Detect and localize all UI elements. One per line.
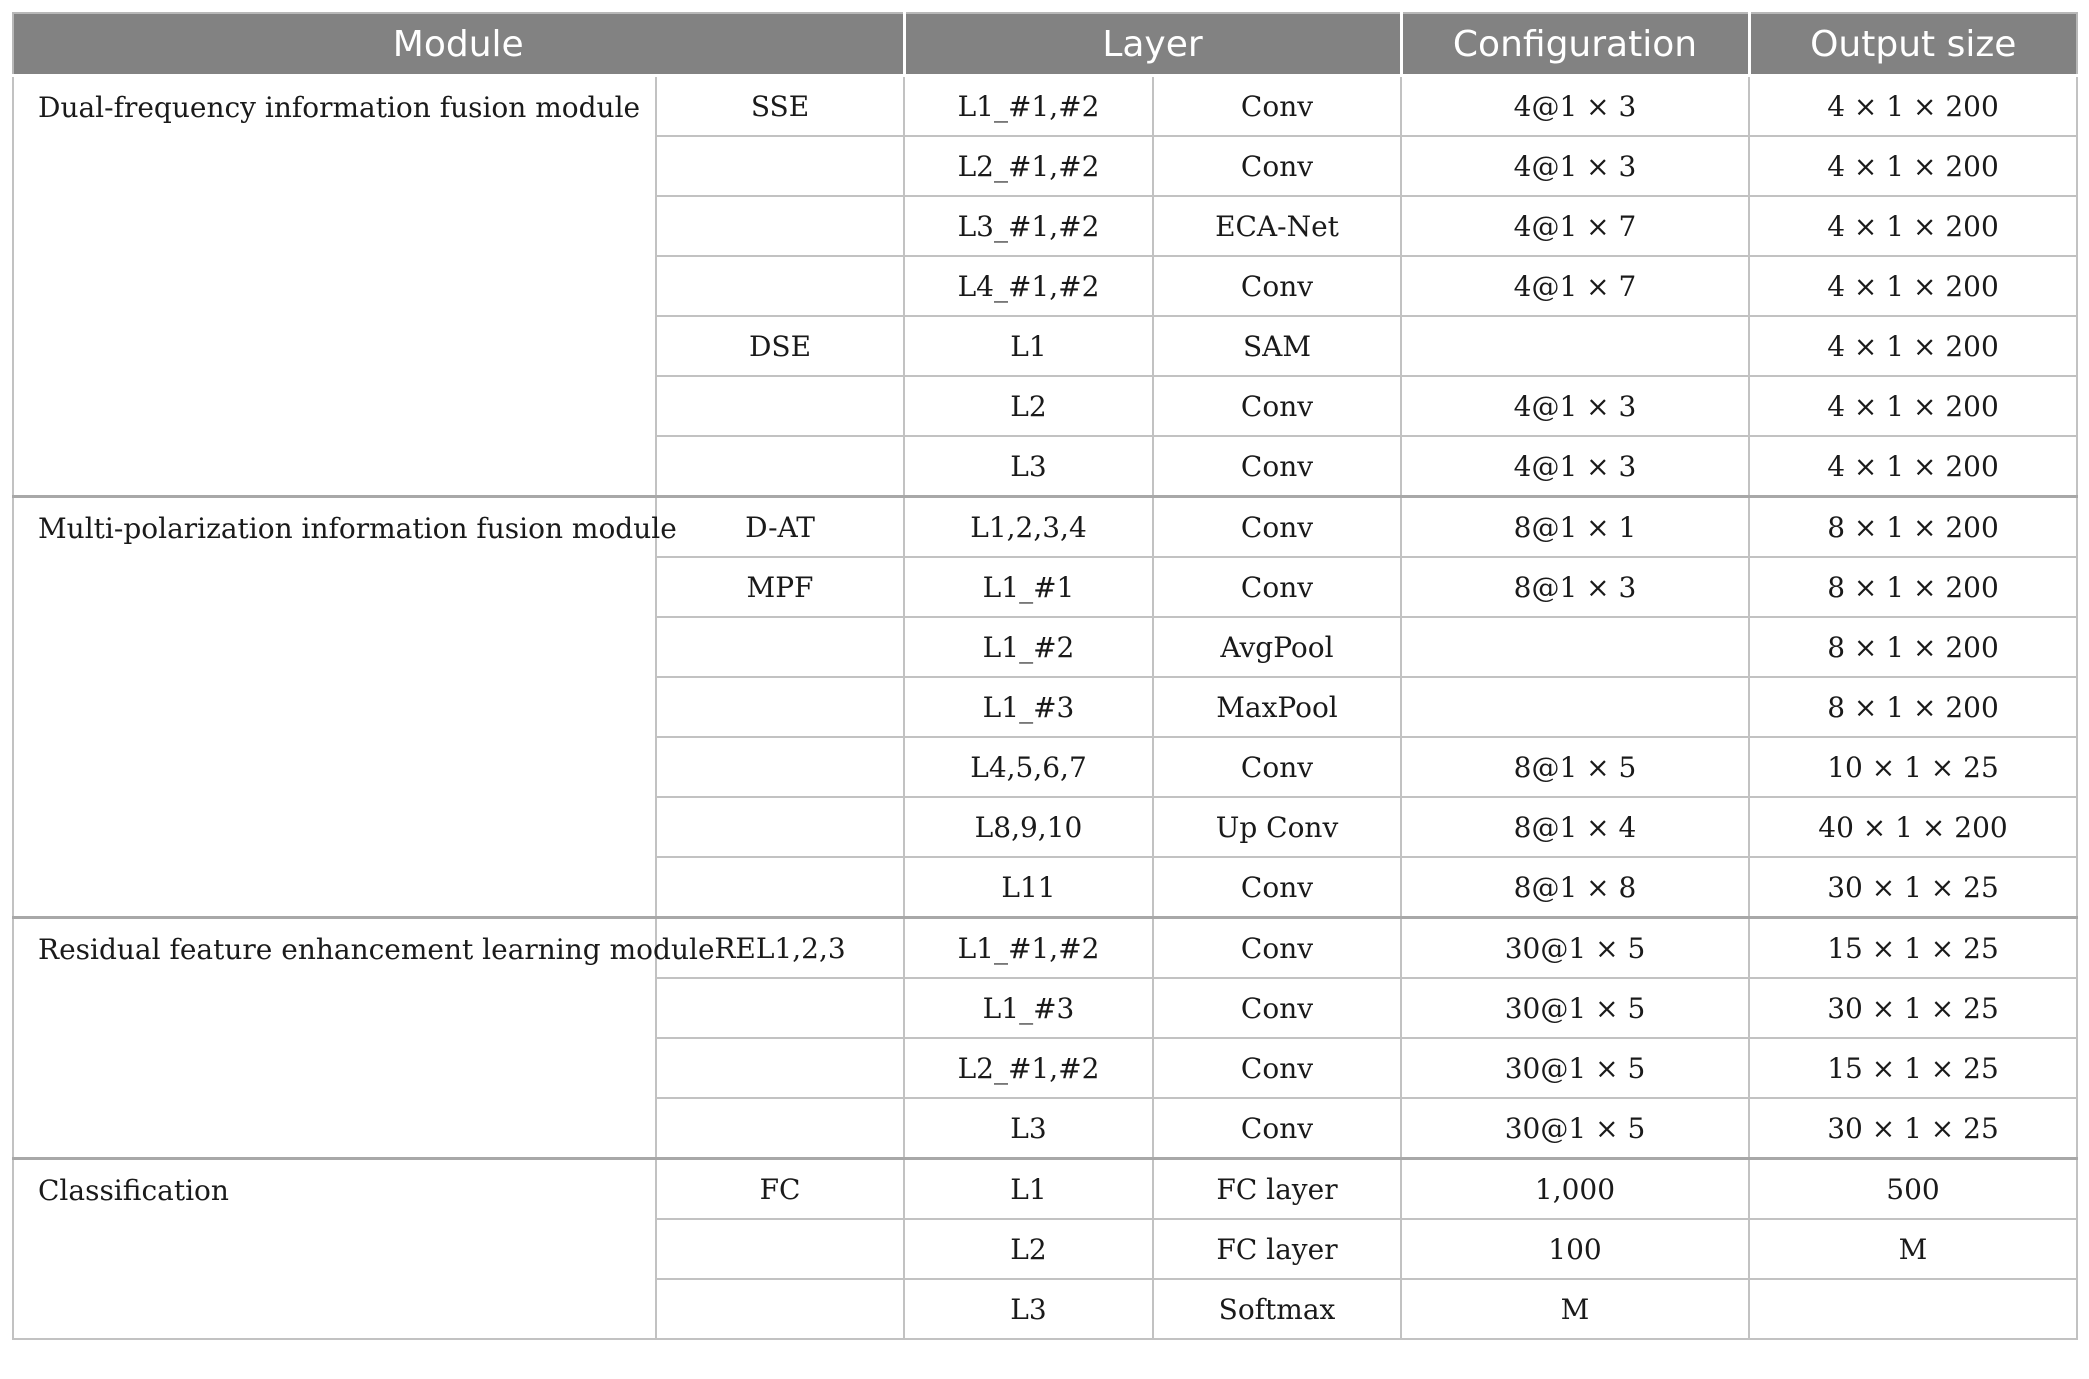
- module-name-cell: Dual-frequency information fusion module: [13, 76, 656, 497]
- table-row: [13, 497, 2077, 558]
- configuration-cell: 4@1 × 7: [1401, 256, 1749, 316]
- layer-type-cell: Conv: [1153, 557, 1401, 617]
- layer-id-cell: L8,9,10: [904, 797, 1153, 857]
- configuration-cell: 8@1 × 5: [1401, 737, 1749, 797]
- output-size-cell: 8 × 1 × 200: [1749, 677, 2077, 737]
- configuration-cell: 8@1 × 1: [1401, 497, 1749, 558]
- output-size-cell: 8 × 1 × 200: [1749, 617, 2077, 677]
- layer-type-cell: Conv: [1153, 1038, 1401, 1098]
- layer-id-cell: L1_#1,#2: [904, 76, 1153, 137]
- layer-type-cell: Conv: [1153, 978, 1401, 1038]
- output-size-cell: M: [1749, 1219, 2077, 1279]
- layer-type-cell: Conv: [1153, 918, 1401, 979]
- submodule-cell: [656, 136, 904, 196]
- configuration-cell: 30@1 × 5: [1401, 978, 1749, 1038]
- output-size-cell: 4 × 1 × 200: [1749, 76, 2077, 137]
- configuration-cell: 30@1 × 5: [1401, 918, 1749, 979]
- submodule-cell: [656, 1219, 904, 1279]
- table-container: [12, 12, 2076, 1340]
- layer-id-cell: L1: [904, 316, 1153, 376]
- submodule-cell: [656, 737, 904, 797]
- submodule-cell: [656, 857, 904, 918]
- layer-type-cell: Up Conv: [1153, 797, 1401, 857]
- submodule-cell: [656, 1279, 904, 1339]
- module-name-cell: Multi-polarization information fusion module: [13, 497, 656, 918]
- layer-type-cell: ECA-Net: [1153, 196, 1401, 256]
- submodule-cell: [656, 677, 904, 737]
- output-size-cell: 4 × 1 × 200: [1749, 196, 2077, 256]
- output-size-cell: 4 × 1 × 200: [1749, 256, 2077, 316]
- configuration-cell: 100: [1401, 1219, 1749, 1279]
- layer-type-cell: Softmax: [1153, 1279, 1401, 1339]
- header-row: [13, 13, 2077, 76]
- output-size-cell: 4 × 1 × 200: [1749, 376, 2077, 436]
- configuration-cell: [1401, 677, 1749, 737]
- layer-id-cell: L1_#1: [904, 557, 1153, 617]
- output-size-cell: 8 × 1 × 200: [1749, 557, 2077, 617]
- layer-type-cell: Conv: [1153, 256, 1401, 316]
- submodule-cell: [656, 617, 904, 677]
- submodule-cell: [656, 797, 904, 857]
- output-size-cell: 10 × 1 × 25: [1749, 737, 2077, 797]
- output-size-cell: 500: [1749, 1159, 2077, 1220]
- output-size-cell: 30 × 1 × 25: [1749, 1098, 2077, 1159]
- layer-id-cell: L3: [904, 436, 1153, 497]
- configuration-cell: 4@1 × 3: [1401, 436, 1749, 497]
- header-configuration: Configuration: [1401, 13, 1749, 76]
- configuration-cell: 4@1 × 7: [1401, 196, 1749, 256]
- layer-type-cell: MaxPool: [1153, 677, 1401, 737]
- output-size-cell: 4 × 1 × 200: [1749, 436, 2077, 497]
- layer-id-cell: L1,2,3,4: [904, 497, 1153, 558]
- submodule-cell: [656, 1038, 904, 1098]
- layer-type-cell: Conv: [1153, 497, 1401, 558]
- layer-type-cell: Conv: [1153, 857, 1401, 918]
- layer-type-cell: SAM: [1153, 316, 1401, 376]
- configuration-cell: 30@1 × 5: [1401, 1098, 1749, 1159]
- layer-id-cell: L2: [904, 1219, 1153, 1279]
- submodule-cell: SSE: [656, 76, 904, 137]
- layer-id-cell: L3: [904, 1098, 1153, 1159]
- header-layer: Layer: [904, 13, 1401, 76]
- layer-id-cell: L3: [904, 1279, 1153, 1339]
- submodule-cell: [656, 196, 904, 256]
- configuration-cell: 4@1 × 3: [1401, 376, 1749, 436]
- header-module: Module: [13, 13, 904, 76]
- output-size-cell: 30 × 1 × 25: [1749, 857, 2077, 918]
- table-header: [13, 13, 2077, 76]
- configuration-cell: 1,000: [1401, 1159, 1749, 1220]
- layer-id-cell: L2: [904, 376, 1153, 436]
- layer-type-cell: Conv: [1153, 76, 1401, 137]
- table-row: [13, 918, 2077, 979]
- output-size-cell: 4 × 1 × 200: [1749, 136, 2077, 196]
- layer-id-cell: L4_#1,#2: [904, 256, 1153, 316]
- submodule-cell: [656, 1098, 904, 1159]
- layer-type-cell: FC layer: [1153, 1159, 1401, 1220]
- header-output-size: Output size: [1749, 13, 2077, 76]
- layer-id-cell: L4,5,6,7: [904, 737, 1153, 797]
- submodule-cell: DSE: [656, 316, 904, 376]
- configuration-cell: M: [1401, 1279, 1749, 1339]
- layer-type-cell: Conv: [1153, 136, 1401, 196]
- layer-type-cell: Conv: [1153, 737, 1401, 797]
- table-row: [13, 1159, 2077, 1220]
- layer-id-cell: L1_#3: [904, 677, 1153, 737]
- layer-type-cell: Conv: [1153, 376, 1401, 436]
- layer-id-cell: L3_#1,#2: [904, 196, 1153, 256]
- layer-id-cell: L2_#1,#2: [904, 136, 1153, 196]
- configuration-cell: 30@1 × 5: [1401, 1038, 1749, 1098]
- layer-id-cell: L1_#2: [904, 617, 1153, 677]
- submodule-cell: D-AT: [656, 497, 904, 558]
- table-body: [13, 76, 2077, 1340]
- submodule-cell: REL1,2,3: [656, 918, 904, 979]
- submodule-cell: [656, 978, 904, 1038]
- submodule-cell: [656, 376, 904, 436]
- output-size-cell: 8 × 1 × 200: [1749, 497, 2077, 558]
- layer-type-cell: AvgPool: [1153, 617, 1401, 677]
- layer-id-cell: L1_#1,#2: [904, 918, 1153, 979]
- configuration-cell: 8@1 × 4: [1401, 797, 1749, 857]
- architecture-table: [12, 12, 2078, 1340]
- configuration-cell: 8@1 × 8: [1401, 857, 1749, 918]
- submodule-cell: [656, 256, 904, 316]
- layer-type-cell: Conv: [1153, 436, 1401, 497]
- submodule-cell: FC: [656, 1159, 904, 1220]
- module-name-cell: Classification: [13, 1159, 656, 1340]
- table-row: [13, 76, 2077, 137]
- submodule-cell: MPF: [656, 557, 904, 617]
- output-size-cell: 4 × 1 × 200: [1749, 316, 2077, 376]
- output-size-cell: 30 × 1 × 25: [1749, 978, 2077, 1038]
- submodule-cell: [656, 436, 904, 497]
- configuration-cell: 8@1 × 3: [1401, 557, 1749, 617]
- layer-id-cell: L11: [904, 857, 1153, 918]
- module-name-cell: Residual feature enhancement learning module: [13, 918, 656, 1159]
- layer-id-cell: L1: [904, 1159, 1153, 1220]
- configuration-cell: [1401, 316, 1749, 376]
- layer-type-cell: Conv: [1153, 1098, 1401, 1159]
- configuration-cell: 4@1 × 3: [1401, 136, 1749, 196]
- output-size-cell: [1749, 1279, 2077, 1339]
- layer-id-cell: L2_#1,#2: [904, 1038, 1153, 1098]
- configuration-cell: 4@1 × 3: [1401, 76, 1749, 137]
- output-size-cell: 15 × 1 × 25: [1749, 918, 2077, 979]
- output-size-cell: 40 × 1 × 200: [1749, 797, 2077, 857]
- output-size-cell: 15 × 1 × 25: [1749, 1038, 2077, 1098]
- layer-id-cell: L1_#3: [904, 978, 1153, 1038]
- layer-type-cell: FC layer: [1153, 1219, 1401, 1279]
- configuration-cell: [1401, 617, 1749, 677]
